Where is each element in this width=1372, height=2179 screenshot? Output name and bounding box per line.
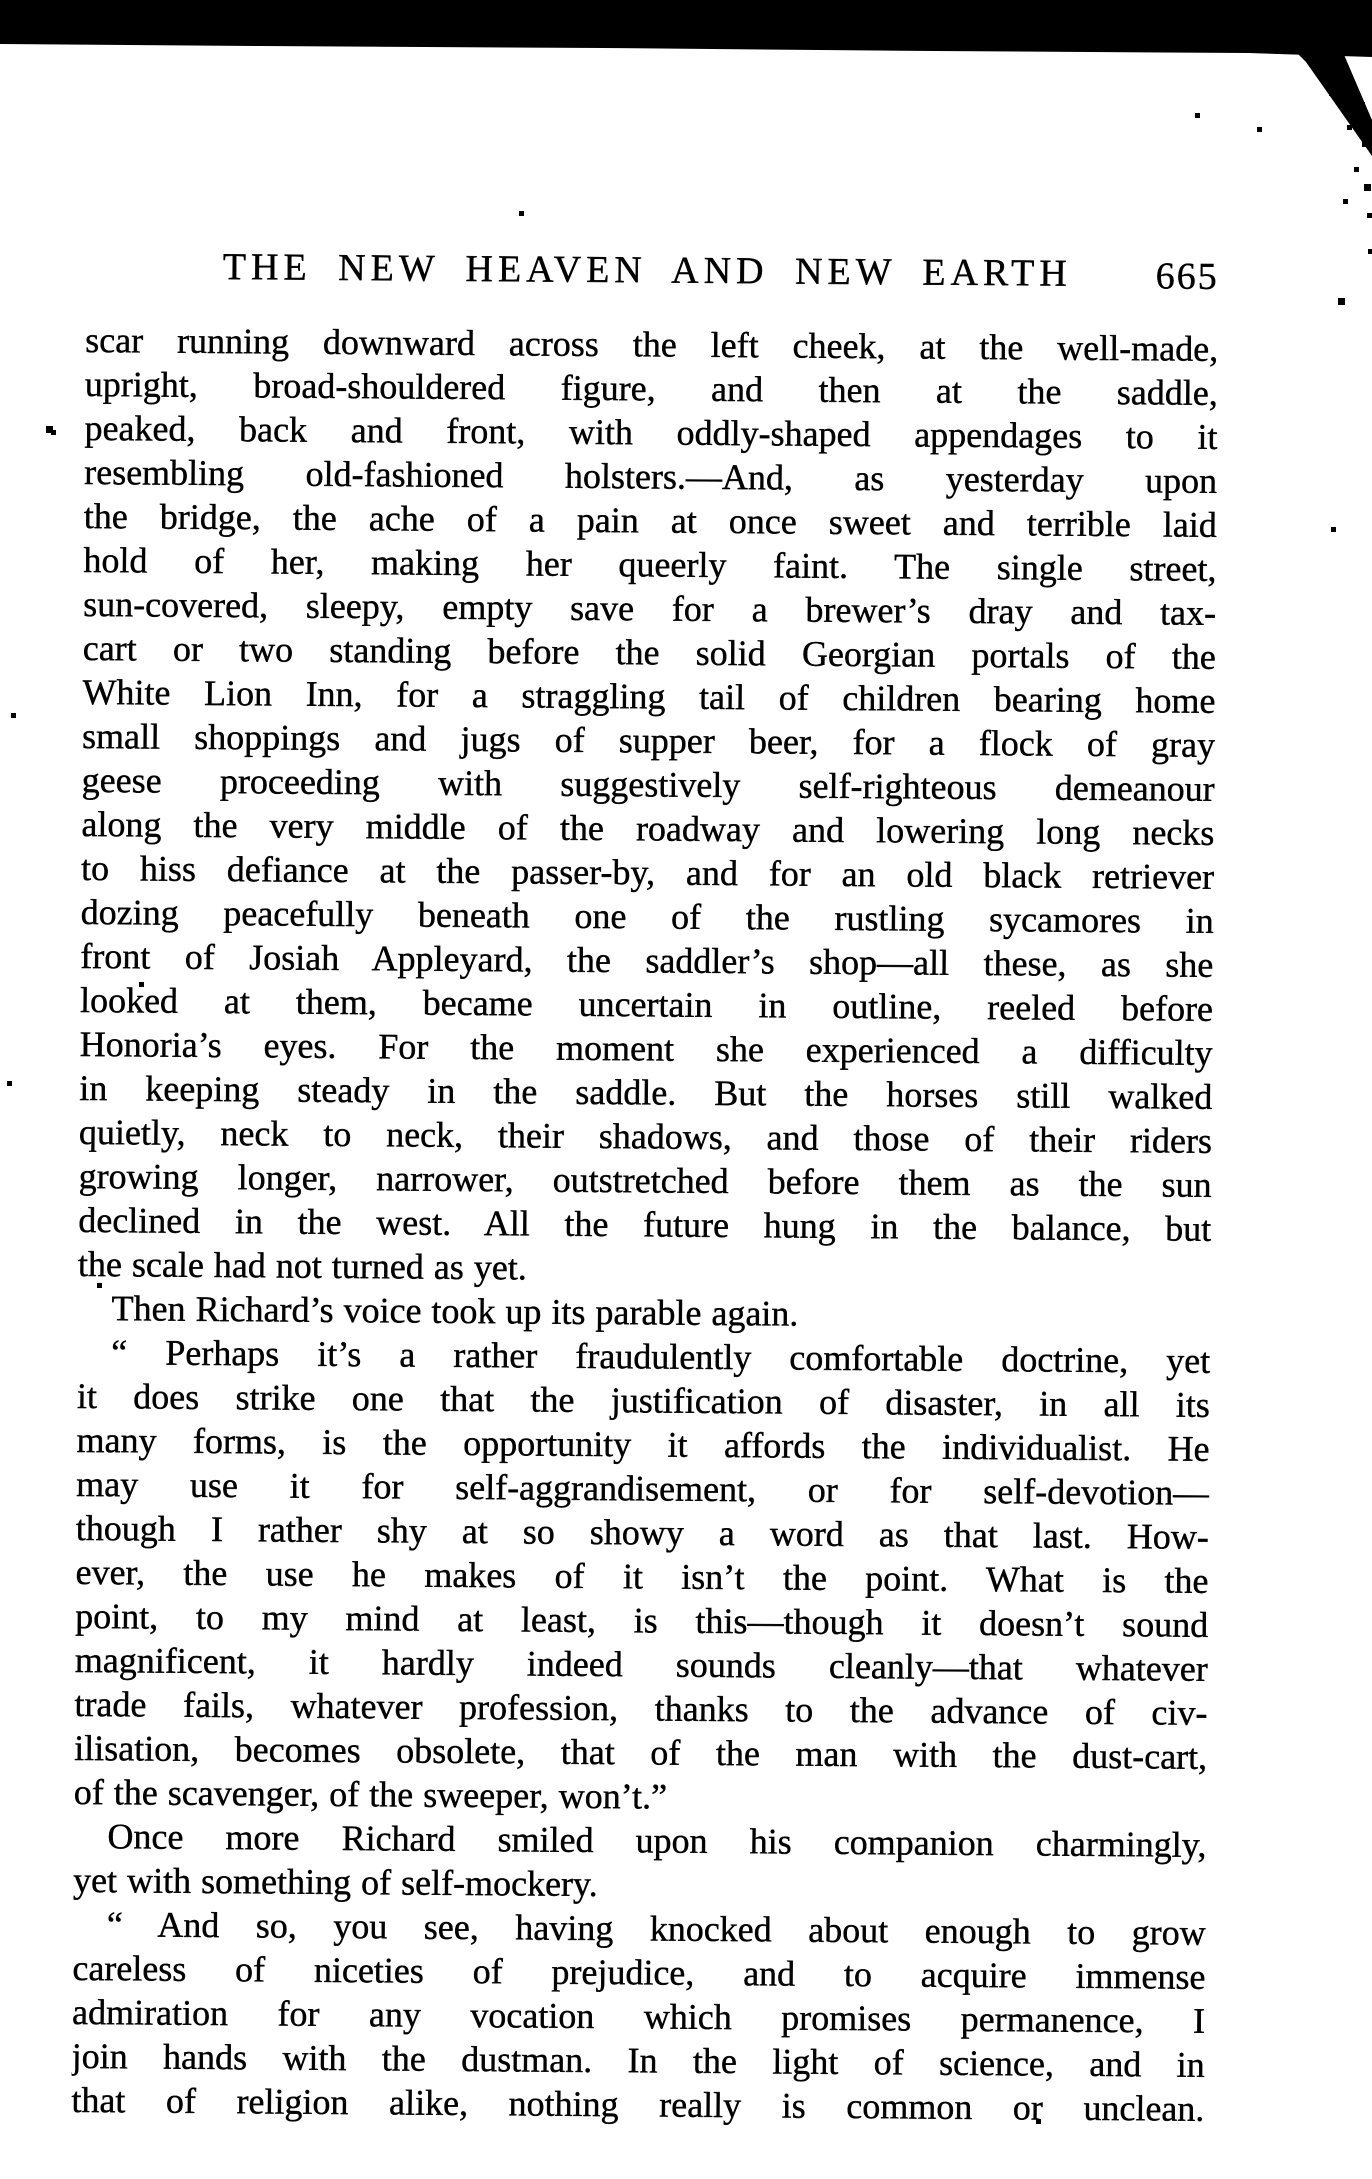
text-line: looked at them, became uncertain in outline, reeled before (79, 979, 1214, 1029)
page-number: 665 (1155, 255, 1219, 298)
text-line: magnificent, it hardly indeed sounds cleanly—that whatever (74, 1639, 1208, 1689)
text-line: Honoria’s eyes. For the moment she experienced a difficulty (79, 1023, 1213, 1073)
text-line: the bridge, the ache of a pain at once sweet and terrible laid (83, 495, 1217, 545)
text-line: the scale had not turned as yet. (77, 1243, 527, 1288)
text-line: of the scavenger, of the sweeper, won’t.” (73, 1771, 668, 1817)
text-line: hold of her, making her queerly faint. The single street, (83, 539, 1217, 589)
text-line: it does strike one that the justification of disaster, in all its (76, 1375, 1211, 1425)
text-line: growing longer, narrower, outstretched before them as the sun (78, 1155, 1212, 1205)
text-line: front of Josiah Appleyard, the saddler’s shop—all these, as she (80, 935, 1214, 985)
text-line: to hiss defiance at the passer-by, and for an old black retriever (80, 847, 1215, 897)
scan-artifact-corner-fold (1290, 44, 1372, 174)
text-line: careless of niceties of prejudice, and to acquire immense (72, 1947, 1206, 1997)
text-line: join hands with the dustman. In the light of science, and in (71, 2035, 1205, 2085)
text-line: many forms, is the opportunity it affords the individualist. He (76, 1419, 1210, 1469)
body-text (71, 318, 1218, 2131)
text-line: yet with something of self-mockery. (72, 1859, 598, 1905)
text-line: in keeping steady in the saddle. But the horses still walked (79, 1067, 1213, 1117)
page-content (71, 242, 1219, 2131)
text-line: ever, the use he makes of it isn’t the point. What is the (75, 1551, 1209, 1601)
text-line: White Lion Inn, for a straggling tail of children bearing home (82, 671, 1216, 721)
text-line: “ And so, you see, having knocked about enough to grow (106, 1904, 1206, 1953)
text-line: small shoppings and jugs of supper beer, for a flock of gray (81, 715, 1216, 765)
text-line: dozing peacefully beneath one of the rustling sycamores in (80, 891, 1214, 941)
text-line: may use it for self-aggrandisement, or for self-devotion— (76, 1463, 1210, 1513)
text-line: point, to my mind at least, is this—though it doesn’t sound (75, 1595, 1209, 1645)
text-line: though I rather shy at so showy a word as that last. How- (75, 1507, 1210, 1557)
text-line: upright, broad-shouldered figure, and then at the saddle, (84, 363, 1219, 413)
text-line: declined in the west. All the future hung in the balance, but (78, 1199, 1212, 1249)
scan-artifact-top-band (0, 0, 1372, 62)
text-line: peaked, back and front, with oddly-shaped appendages to it (84, 407, 1218, 457)
text-line: quietly, neck to neck, their shadows, and those of their riders (78, 1111, 1213, 1161)
text-line: that of religion alike, nothing really is common or unclean. (71, 2079, 1205, 2129)
text-line: sun-covered, sleepy, empty save for a brewer’s dray and tax- (82, 583, 1217, 633)
text-line: ilisation, becomes obsolete, that of the man with the dust-cart, (74, 1727, 1208, 1777)
text-line: geese proceeding with suggestively self-righteous demeanour (81, 759, 1215, 809)
text-line: along the very middle of the roadway and lowering long necks (81, 803, 1215, 853)
running-header (86, 242, 1219, 299)
text-line: scar running downward across the left cheek, at the well-made, (85, 319, 1219, 369)
text-line: trade fails, whatever profession, thanks to the advance of civ- (74, 1683, 1208, 1733)
scan-noise-specks (0, 0, 3, 3)
text-line: “ Perhaps it’s a rather fraudulently comfortable doctrine, yet (111, 1332, 1211, 1381)
text-line: admiration for any vocation which promises permanence, I (71, 1991, 1206, 2041)
text-line: resembling old-fashioned holsters.—And, as yesterday upon (84, 451, 1218, 501)
chapter-title: THE NEW HEAVEN AND NEW EARTH (222, 246, 1072, 295)
text-line: Then Richard’s voice took up its parable again. (111, 1288, 799, 1334)
text-line: Once more Richard smiled upon his companion charmingly, (107, 1816, 1207, 1865)
text-line: cart or two standing before the solid Georgian portals of the (82, 627, 1216, 677)
